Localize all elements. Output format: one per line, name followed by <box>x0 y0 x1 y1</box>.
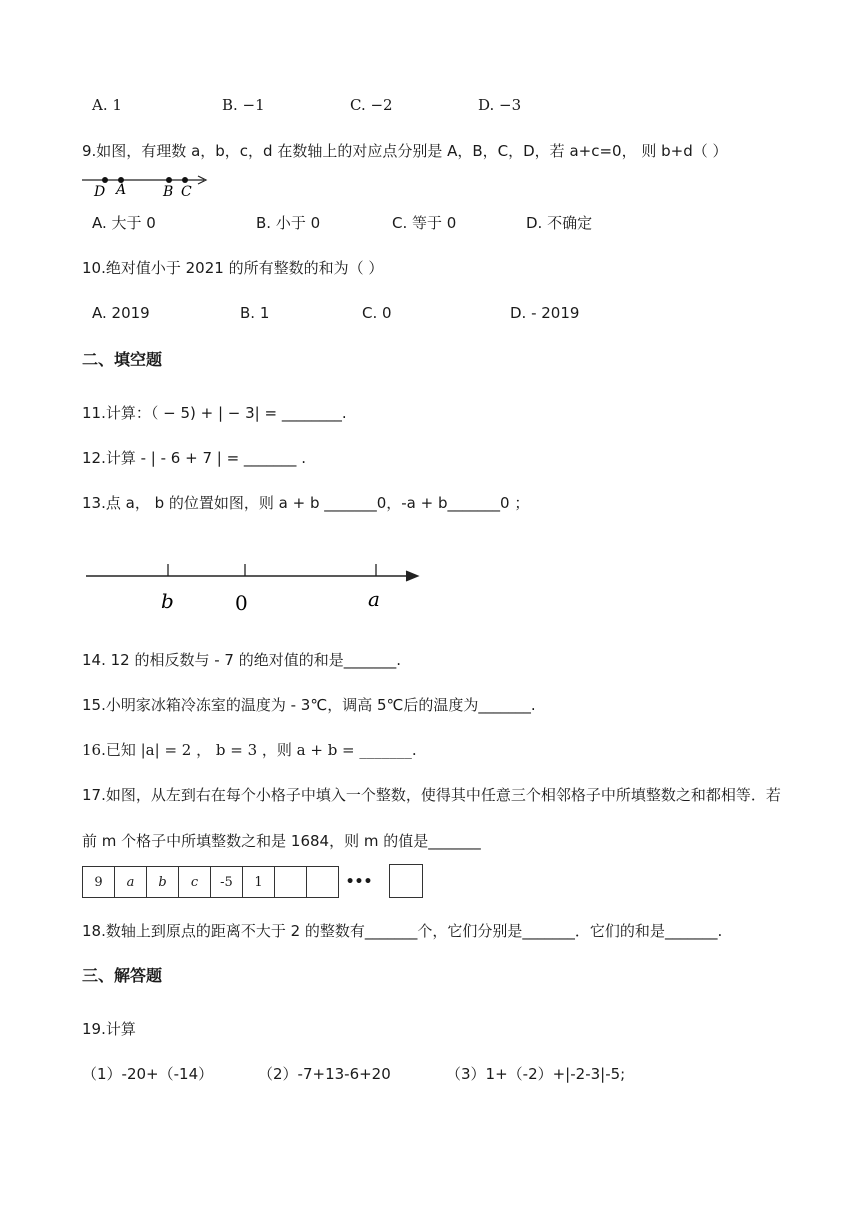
q10-stem: 10.绝对值小于 2021 的所有整数的和为（ ） <box>82 259 384 277</box>
q9-option-a: A. 大于 0 <box>92 214 156 232</box>
q10-option-a: A. 2019 <box>92 304 150 322</box>
q8-option-a: A. 1 <box>92 96 122 114</box>
q9-label-b: B <box>163 184 174 200</box>
q19-part-3: （3）1+（-2）+|-2-3|-5; <box>446 1065 626 1083</box>
q19-part-2: （2）-7+13-6+20 <box>258 1065 391 1083</box>
q13-label-a: a <box>368 587 380 611</box>
q13-label-b: b <box>161 589 174 613</box>
q17-cell: 9 <box>82 866 114 898</box>
q9-option-d: D. 不确定 <box>526 214 593 232</box>
q13-label-zero: 0 <box>235 591 248 615</box>
q17-cell: c <box>178 866 210 898</box>
q9-number-line <box>80 170 212 200</box>
q18-stem: 18.数轴上到原点的距离不大于 2 的整数有_______个，它们分别是_______．它们的和是_______. <box>82 922 723 940</box>
q17-cell: 1 <box>242 866 274 898</box>
section-solve-title: 三、解答题 <box>82 966 163 985</box>
q8-option-b: B. −1 <box>222 96 265 114</box>
q17-cell <box>274 866 306 898</box>
q9-option-b: B. 小于 0 <box>256 214 321 232</box>
q17-stem-line2: 前 m 个格子中所填整数之和是 1684，则 m 的值是_______ <box>82 832 481 850</box>
q17-cell: b <box>146 866 178 898</box>
q8-option-c: C. −2 <box>350 96 393 114</box>
q12-stem: 12.计算 - | - 6 + 7 | = _______ . <box>82 449 306 467</box>
q17-cell: -5 <box>210 866 242 898</box>
q9-option-c: C. 等于 0 <box>392 214 457 232</box>
q17-ellipsis: ••• <box>338 866 379 898</box>
q9-stem: 9.如图，有理数 a，b，c，d 在数轴上的对应点分别是 A，B，C，D，若 a+c=0， 则 b+d（ ） <box>82 142 728 160</box>
q17-cell-grid <box>82 866 379 898</box>
q17-stem-line1: 17.如图，从左到右在每个小格子中填入一个整数，使得其中任意三个相邻格子中所填整数之和都相等．若 <box>82 786 781 804</box>
q19-stem: 19.计算 <box>82 1020 136 1038</box>
q17-end-cell <box>389 864 423 898</box>
q15-stem: 15.小明家冰箱冷冻室的温度为 - 3℃，调高 5℃后的温度为_______. <box>82 696 536 714</box>
q10-option-c: C. 0 <box>362 304 392 322</box>
q14-stem: 14. 12 的相反数与 - 7 的绝对值的和是_______. <box>82 651 402 669</box>
q10-option-d: D. - 2019 <box>510 304 580 322</box>
q17-cell <box>306 866 338 898</box>
q13-number-line <box>84 560 426 616</box>
section-fill-in-title: 二、填空题 <box>82 350 163 369</box>
q13-stem: 13.点 a， b 的位置如图，则 a + b _______0，-a + b_______0 ； <box>82 494 530 512</box>
q9-label-a: A <box>116 182 127 198</box>
q11-stem: 11.计算：（ − 5) + | − 3| = ________. <box>82 404 347 422</box>
q19-part-1: （1）-20+（-14） <box>82 1065 214 1083</box>
q10-option-b: B. 1 <box>240 304 270 322</box>
q16-stem: 16.已知 |a| = 2 ， b = 3 ，则 a + b = _______. <box>82 741 417 759</box>
q8-option-d: D. −3 <box>478 96 522 114</box>
q17-cell: a <box>114 866 146 898</box>
q9-label-c: C <box>181 184 192 200</box>
q9-label-d: D <box>94 184 106 200</box>
